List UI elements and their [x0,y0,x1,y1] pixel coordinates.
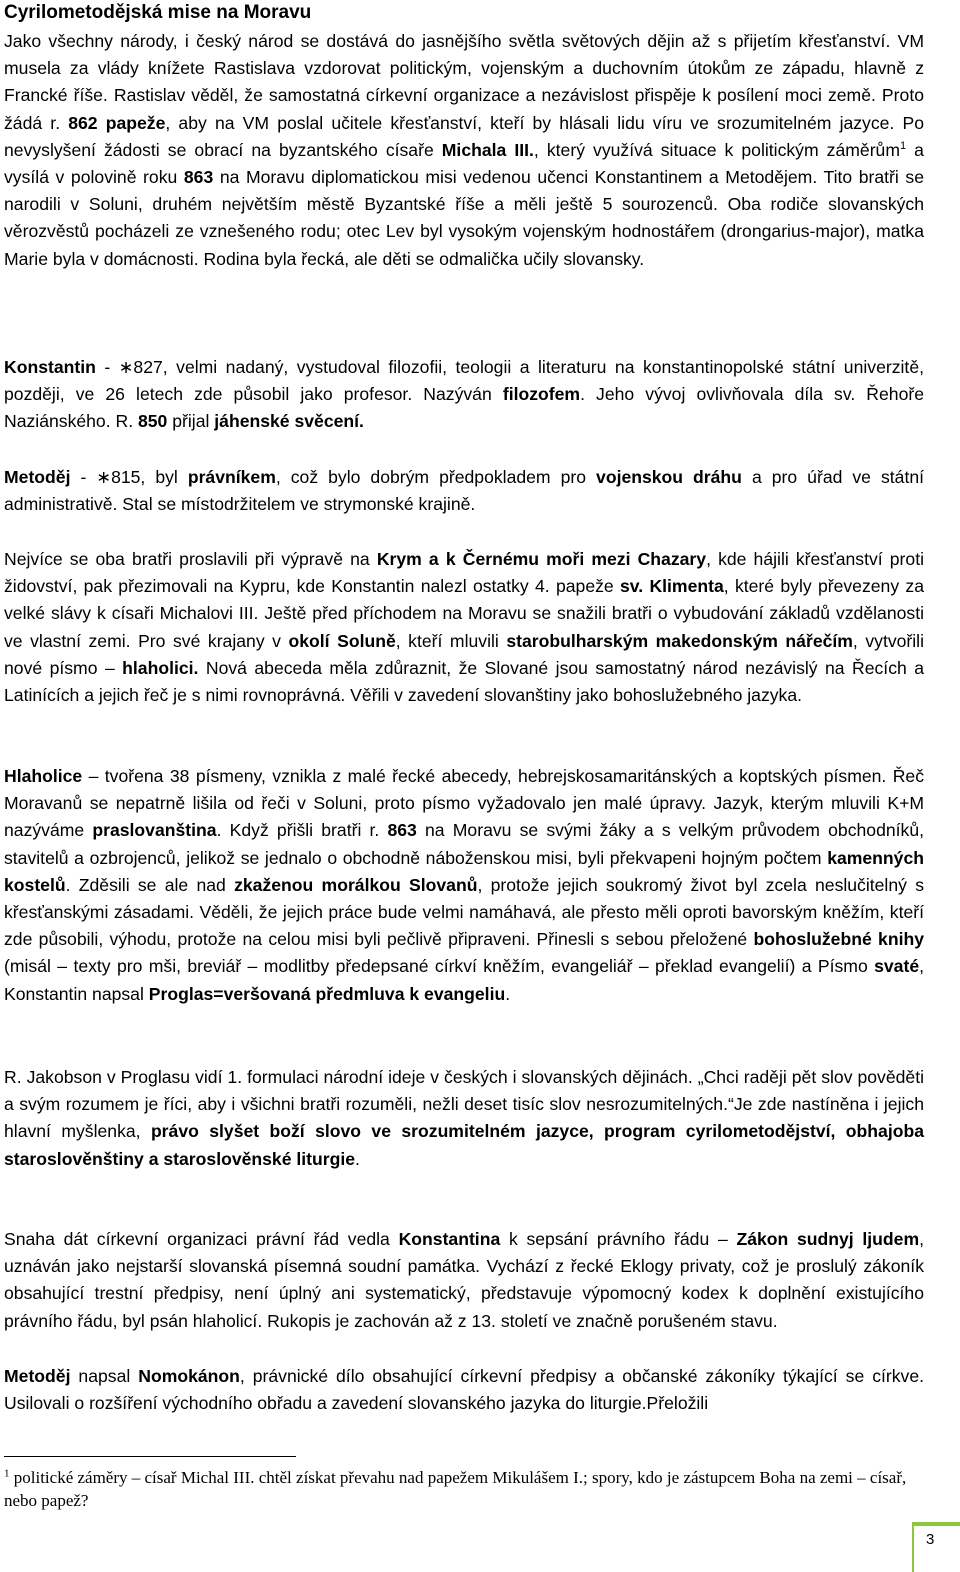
bold-text: právo slyšet boží slovo ve srozumitelném jazyce, program cyrilometodějství, obhajoba staroslověnštiny a staroslověnské liturgie [4,1121,924,1169]
bold-text: Konstantina [398,1229,501,1249]
text-run: . Zděsili se ale nad [65,874,235,895]
text-run: , kteří mluvili [395,630,507,651]
bold-text: vojenskou dráhu [596,467,742,487]
bold-text: svaté [874,956,920,977]
paragraph-journey [4,546,924,709]
text-run: a vysílá v polovině roku [4,139,924,188]
bold-text: 862 papeže [68,112,166,133]
bold-text: okolí Soluně [288,630,396,651]
text-run: Nová abeceda měla zdůraznit, že Slované jsou samostatný národ nezávislý na Řecích a Latinících a jejich řeč je s nimi rovnoprávná. Věřili v zavedení slovanštiny jako bohoslužebného jazyka. [4,657,924,706]
bold-text: Metoděj [4,467,71,487]
text-run: přijal [167,411,215,432]
text-run: napsal [70,1366,139,1386]
text-run: , který využívá situace k politickým záměrům [533,139,900,160]
text-run: - ∗815, byl [70,467,188,487]
bold-text: zkaženou morálkou Slovanů [234,874,478,895]
bold-text: Zákon sudnyj ljudem [736,1229,920,1249]
bold-text: kamenných kostelů [4,847,924,895]
text-run: Snaha dát církevní organizaci právní řád vedla [4,1229,399,1249]
bold-text: 850 [137,411,168,432]
text-run: , vytvořili nové písmo – [4,630,924,678]
text-run: , uznáván jako nejstarší slovanská písemná soudní památka. Vychází z řecké Eklogy privaty, což je proslulý zákoník obsahující trestní předpisy, není úplný ani systematický, představuje výpomocný kodex k doplnění existujícího právního řádu, byl psán hlaholicí. Rukopis je zachován až z 13. století ve značně porušeném stavu. [4,1229,924,1331]
footnote-number: 1 [4,1467,10,1480]
bold-text: 863 [387,820,417,841]
text-run: Nejvíce se oba bratři proslavili při výpravě na [4,549,377,569]
bold-text: bohoslužebné knihy [753,929,924,950]
paragraph-proglas [4,1064,924,1173]
text-run: k sepsání právního řádu – [500,1229,737,1249]
text-run: , aby na VM poslal učitele křesťanství, kteří by hlásali lidu víru ve srozumitelném jazyce. Po nevyslyšení žádosti se obrací na byzantského císaře [4,112,924,160]
text-run: . [505,983,511,1004]
text-run: . [355,1148,360,1169]
bold-text: 863 [183,167,214,188]
page-number-frame [912,1522,960,1572]
text-run: , kde hájili křesťanství proti židovství, pak přezimovali na Kypru, kde Konstantin nalezl ostatky 4. papeže [4,549,925,597]
footnote-ref: 1 [900,139,907,152]
bold-text: Hlaholice [4,766,83,786]
bold-text: Krym a k Černému moři mezi Chazary [376,549,707,569]
bold-text: starobulharským makedonským nářečím [506,630,853,651]
paragraph-konstantin [4,354,924,436]
text-run: a pro úřad ve státní administrativě. Stal se místodržitelem ve strymonské krajině. [4,467,925,515]
text-run: na Moravu se svými žáky a s velkým průvodem obchodníků, stavitelů a ozbrojenců, jelikož se jednalo o obchodně náboženskou misi, byli překvapeni hojným počtem [4,820,924,868]
text-run: , protože jejich soukromý život byl zcela neslučitelný s křesťanskými zásadami. Věděli, že jejich práce bude velmi namáhavá, ale přesto měli oproti bavorským kněžím, kteří zde působili, výhodu, protože na celou misi byli pečlivě připraveni. Přinesli s sebou přeložené [4,874,924,950]
bold-text: Nomokánon [138,1366,240,1386]
bold-text: filozofem [502,384,581,405]
text-run: – tvořena 38 písmeny, vznikla z malé řecké abecedy, hebrejskosamaritánských a koptských písmen. Řeč Moravanů se nepatrně lišila od řeči v Soluni, proto písmo vyžadovalo jen malé úpravy. Jazyk, kterým mluvili K+M nazýváme [4,766,924,841]
paragraph-intro [4,28,924,273]
text-run: - ∗827, velmi nadaný, vystudoval filozofii, teologii a literaturu na konstantinopolské státní univerzitě, později, ve 26 letech zde působil jako profesor. Nazýván [4,357,924,405]
bold-text: Konstantin [4,357,96,377]
text-run: , právnické dílo obsahující církevní předpisy a občanské zákoníky týkající se církve. Usilovali o rozšíření východního obřadu a zavedení slovanského jazyka do liturgie.Přeložili [4,1366,925,1414]
paragraph-zakon [4,1226,924,1335]
text-run: . Když přišli bratři r. [216,820,388,841]
paragraph-metodej [4,464,924,518]
bold-text: hlaholici. [122,657,199,678]
text-run: (misál – texty pro mši, breviář – modlitby předepsané církví kněžím, evangeliář – překlad evangelií) a Písmo [4,956,875,977]
bold-text: praslovanština [92,820,217,841]
text-run: Jako všechny národy, i český národ se dostává do jasnějšího světla světových dějin až s přijetím křesťanství. VM musela za vlády knížete Rastislava vzdorovat politickým, vojenským a duchovním útokům ze západu, hlavně z Francké říše. Rastislav věděl, že samostatná církevní organizace a nezávislost přispěje k posílení moci země. Proto žádá r. [4,31,924,133]
bold-text: Proglas=veršovaná předmluva k evangeliu [148,983,506,1004]
footnote-divider [4,1456,296,1457]
text-run: . Jeho vývoj ovlivňovala díla sv. Řehoře Naziánského. R. [4,384,924,432]
text-run: , Konstantin napsal [4,956,924,1004]
footnote-text: politické záměry – císař Michal III. chtěl získat převahu nad papežem Mikulášem I.; spory, kdo je zástupcem Boha na zemi – císař, nebo papež? [4,1468,907,1510]
paragraph-nomokanon [4,1363,924,1417]
page-number: 3 [926,1531,935,1548]
bold-text: sv. Klimenta [620,576,724,597]
bold-text: jáhenské svěcení. [214,411,364,432]
bold-text: právníkem [187,467,276,487]
text-run: , což bylo dobrým předpokladem pro [275,467,597,487]
footnote [4,1466,914,1512]
page-title: Cyrilometodějská mise na Moravu [4,2,312,23]
bold-text: Metoděj [4,1366,71,1386]
paragraph-hlaholice [4,763,924,1008]
text-run: , které byly převezeny za velké slávy k císaři Michalovi III. Ještě před příchodem na Moravu se snažili bratři o vybudování základů vzdělanosti ve vlastní zemi. Pro své krajany v [4,576,925,651]
bold-text: Michala III. [441,139,534,160]
text-run: R. Jakobson v Proglasu vidí 1. formulaci národní ideje v českých i slovanských dějinách. „Chci raději pět slov pověděti a svým rozumem je říci, aby i všichni bratři rozuměli, nežli deset tisíc slov nesrozumitelných.“Je zde nastíněna i jejich hlavní myšlenka, [4,1067,924,1142]
text-run: na Moravu diplomatickou misi vedenou učenci Konstantinem a Metodějem. Tito bratři se narodili v Soluni, druhém největším městě Byzantské říše a měli ještě 5 sourozenců. Oba rodiče slovanských věrozvěstů pocházeli ze vznešeného rodu; otec Lev byl vysokým vojenským hodnostářem (drongarius-major), matka Marie byla v domácnosti. Rodina byla řecká, ale děti se odmalička učily slovansky. [4,167,924,269]
